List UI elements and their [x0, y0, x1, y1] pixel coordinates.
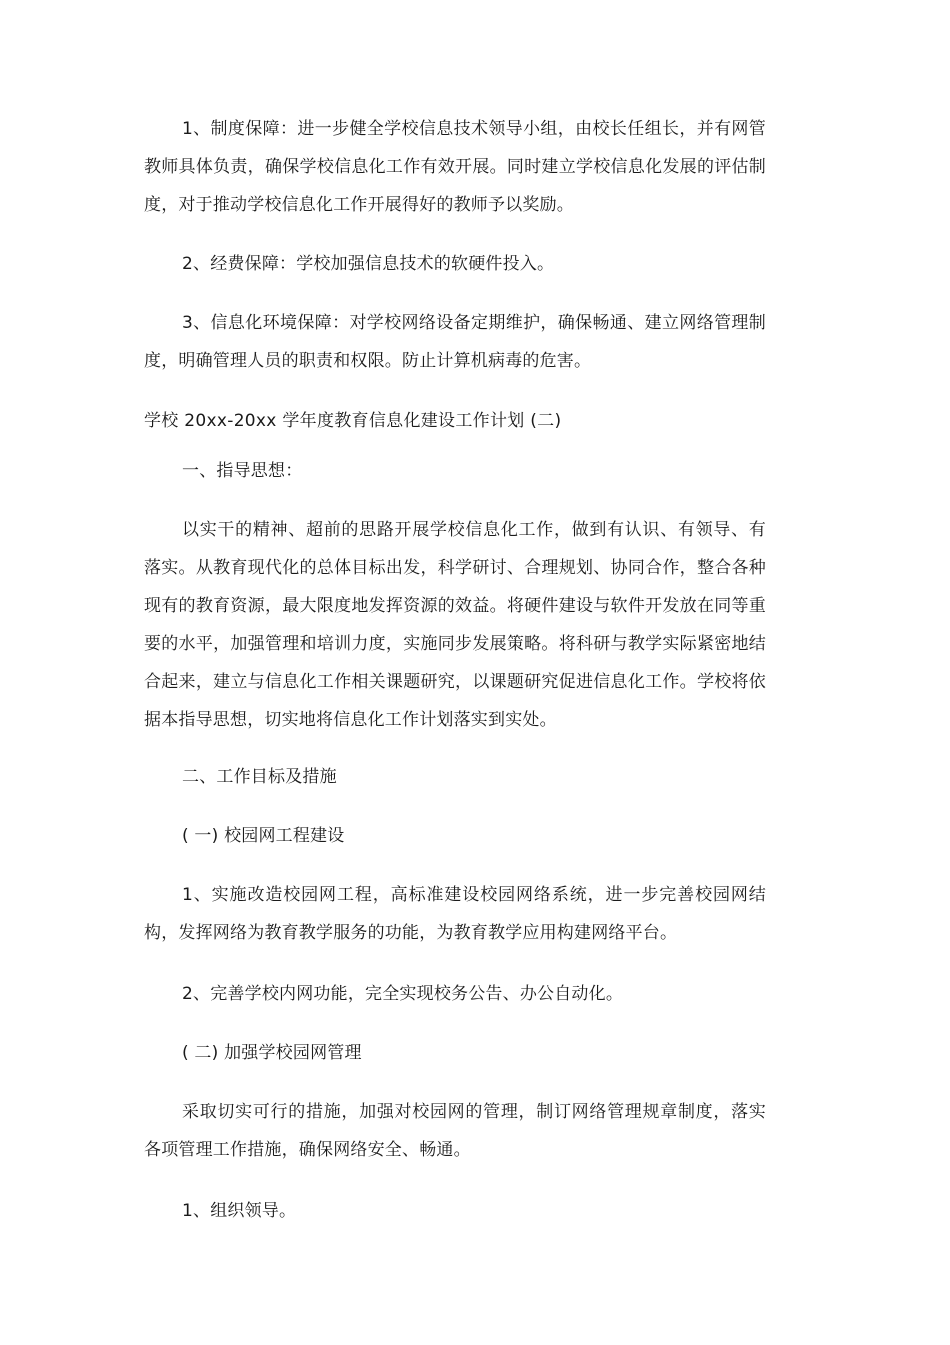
heading-goals-and-measures: 二、工作目标及措施 — [182, 767, 337, 787]
paragraph-intranet-improvement: 2、完善学校内网功能，完全实现校务公告、办公自动化。 — [182, 984, 624, 1004]
paragraph-network-renovation: 1、实施改造校园网工程，高标准建设校园网络系统，进一步完善校园网结构，发挥网络为教育教学服务的功能，为教育教学应用构建网络平台。 — [144, 885, 766, 943]
heading-network-management: ( 二) 加强学校园网管理 — [182, 1043, 362, 1063]
paragraph-management-measures: 采取切实可行的措施，加强对校园网的管理，制订网络管理规章制度，落实各项管理工作措施，确保网络安全、畅通。 — [144, 1102, 766, 1160]
heading-guiding-ideology: 一、指导思想： — [182, 461, 303, 481]
heading-organization-leadership: 1、组织领导。 — [182, 1201, 297, 1221]
paragraph-environment-guarantee: 3、信息化环境保障：对学校网络设备定期维护，确保畅通、建立网络管理制度，明确管理人员的职责和权限。防止计算机病毒的危害。 — [144, 313, 766, 371]
paragraph-institutional-guarantee: 1、制度保障：进一步健全学校信息技术领导小组，由校长任组长，并有网管教师具体负责，确保学校信息化工作有效开展。同时建立学校信息化发展的评估制度，对于推动学校信息化工作开展得好的教师予以奖励。 — [144, 119, 766, 215]
heading-campus-network-construction: ( 一) 校园网工程建设 — [182, 826, 345, 846]
paragraph-guiding-ideology: 以实干的精神、超前的思路开展学校信息化工作，做到有认识、有领导、有落实。从教育现代化的总体目标出发，科学研讨、合理规划、协同合作，整合各种现有的教育资源，最大限度地发挥资源的效益。将硬件建设与软件开发放在同等重要的水平，加强管理和培训力度，实施同步发展策略。将科研与教学实际紧密地结合起来，建立与信息化工作相关课题研究，以课题研究促进信息化工作。学校将依据本指导思想，切实地将信息化工作计划落实到实处。 — [144, 520, 766, 730]
paragraph-funding-guarantee: 2、经费保障：学校加强信息技术的软硬件投入。 — [182, 254, 555, 274]
section-title-plan-two: 学校 20xx-20xx 学年度教育信息化建设工作计划 (二) — [144, 411, 562, 431]
